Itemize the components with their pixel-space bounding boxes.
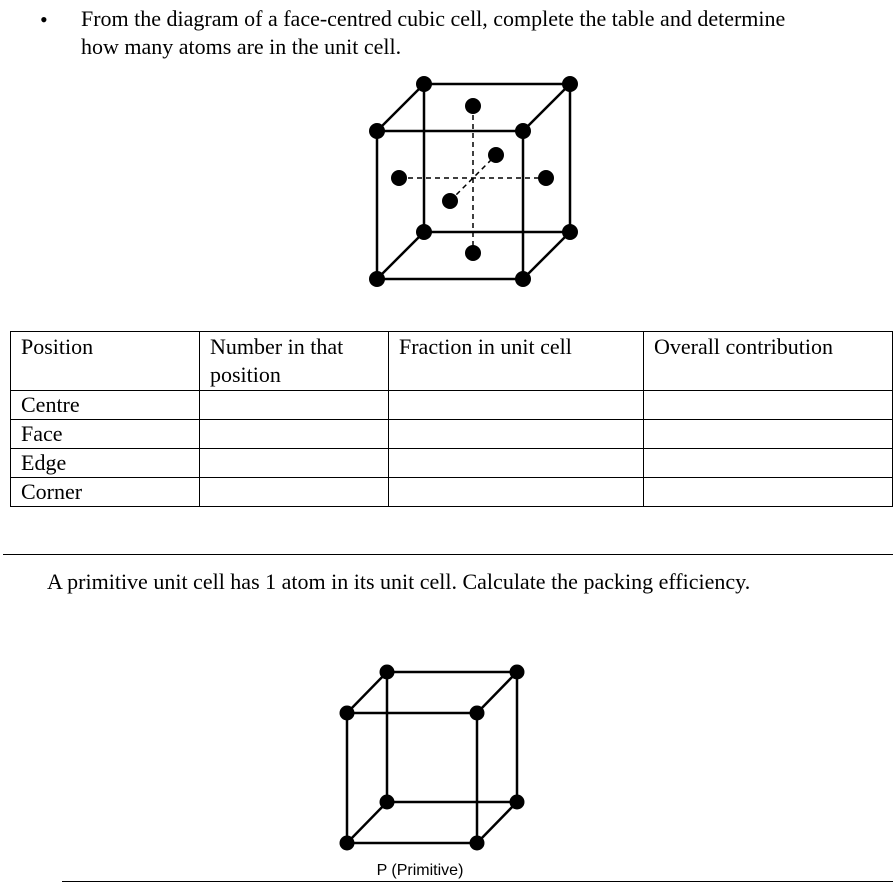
face-atom-back <box>488 147 504 163</box>
corner-atom <box>470 836 485 851</box>
question-fcc <box>81 5 881 61</box>
cell-fraction[interactable] <box>389 391 644 420</box>
cell-number[interactable] <box>200 449 389 478</box>
header-number: Number in that position <box>200 332 389 391</box>
corner-atom <box>562 224 578 240</box>
table-row <box>11 449 893 478</box>
face-atom-bottom <box>465 245 481 261</box>
cell-contribution[interactable] <box>644 449 893 478</box>
corner-atom <box>416 76 432 92</box>
corner-atom <box>515 271 531 287</box>
header-contribution: Overall contribution <box>644 332 893 391</box>
corner-atom <box>515 123 531 139</box>
table-header-row <box>11 332 893 391</box>
table-row <box>11 420 893 449</box>
face-atom-front <box>442 193 458 209</box>
question-fcc-line-1: From the diagram of a face-centred cubic cell, complete the table and determine <box>81 6 786 31</box>
corner-atom <box>380 665 395 680</box>
question-primitive: A primitive unit cell has 1 atom in its unit cell. Calculate the packing efficiency. <box>47 569 751 594</box>
header-fraction: Fraction in unit cell <box>389 332 644 391</box>
cell-number[interactable] <box>200 478 389 507</box>
corner-atom <box>380 795 395 810</box>
cell-position: Edge <box>11 449 200 478</box>
corner-atom <box>340 836 355 851</box>
cell-number[interactable] <box>200 420 389 449</box>
cell-number[interactable] <box>200 391 389 420</box>
corner-atom <box>340 706 355 721</box>
corner-atom <box>562 76 578 92</box>
table-row <box>11 391 893 420</box>
corner-atom <box>510 665 525 680</box>
face-atom-top <box>465 98 481 114</box>
primitive-caption: P (Primitive) <box>376 862 464 879</box>
cell-contribution[interactable] <box>644 391 893 420</box>
face-atom-right <box>538 170 554 186</box>
corner-atom <box>369 123 385 139</box>
primitive-cube-edges <box>347 672 517 843</box>
table-row <box>11 478 893 507</box>
corner-atom <box>470 706 485 721</box>
cell-fraction[interactable] <box>389 420 644 449</box>
corner-atom <box>369 271 385 287</box>
cell-position: Centre <box>11 391 200 420</box>
bullet-point: • <box>40 7 48 32</box>
cell-contribution[interactable] <box>644 420 893 449</box>
cell-fraction[interactable] <box>389 449 644 478</box>
cell-contribution[interactable] <box>644 478 893 507</box>
primitive-cell-diagram <box>330 660 530 860</box>
bottom-divider-line <box>62 881 893 882</box>
cell-position: Corner <box>11 478 200 507</box>
header-position: Position <box>11 332 200 391</box>
corner-atom <box>416 224 432 240</box>
question-fcc-line-2: how many atoms are in the unit cell. <box>81 34 402 59</box>
cell-position: Face <box>11 420 200 449</box>
fcc-cell-diagram <box>360 70 590 295</box>
face-atom-left <box>391 170 407 186</box>
atom-position-table <box>10 331 893 507</box>
corner-atom <box>510 795 525 810</box>
divider-line <box>3 554 893 555</box>
cell-fraction[interactable] <box>389 478 644 507</box>
